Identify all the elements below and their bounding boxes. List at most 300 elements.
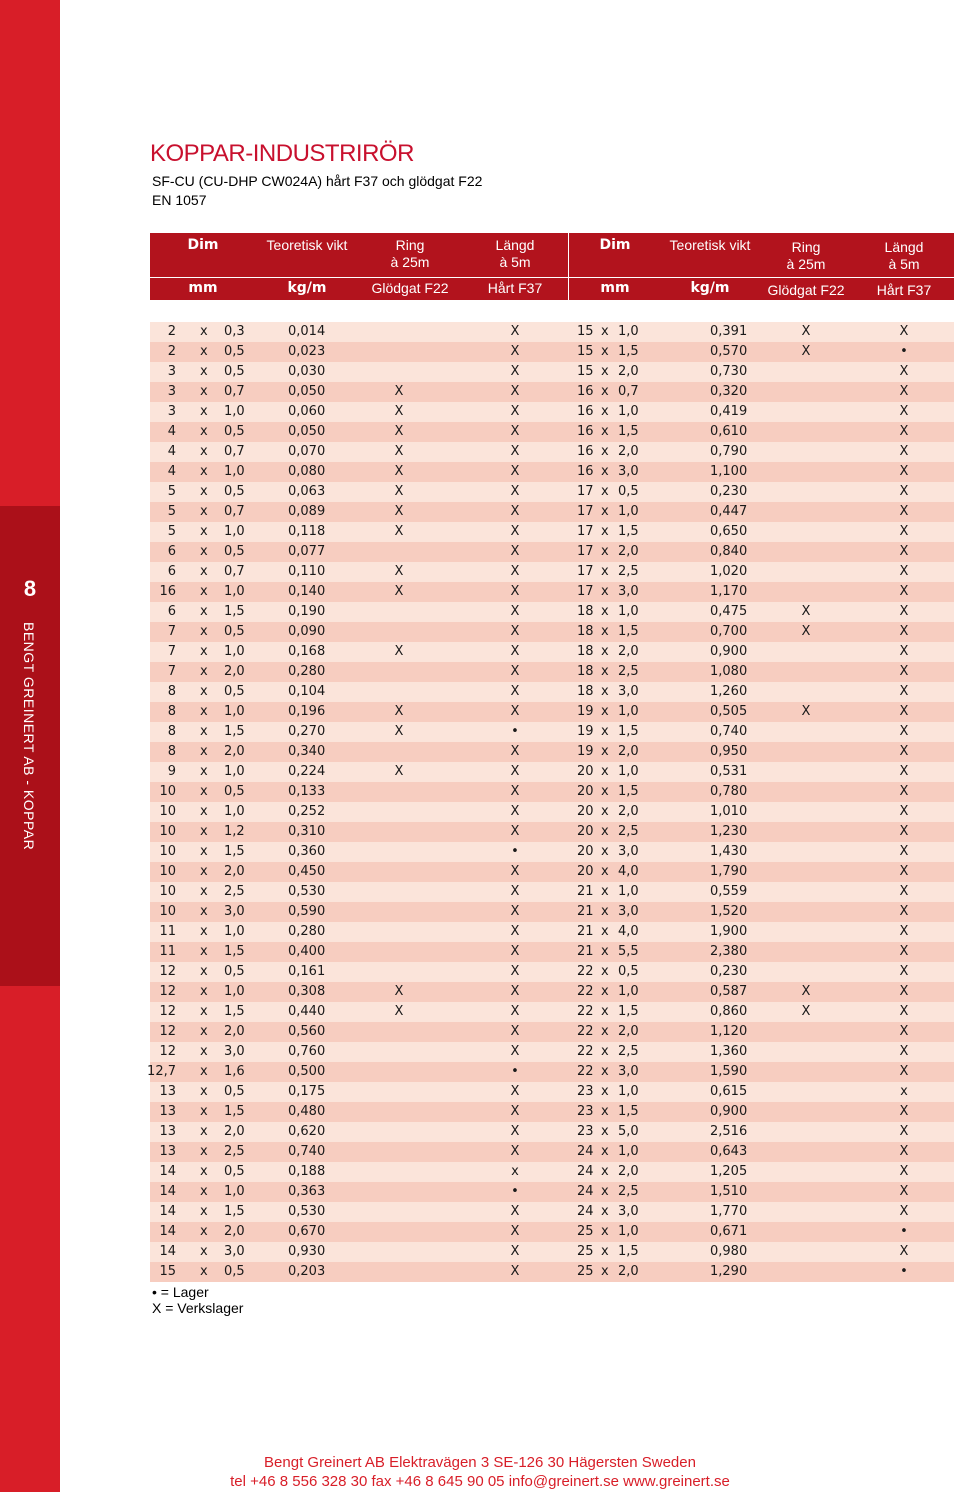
- langd-mark: X: [510, 464, 520, 479]
- weight-2: 1,100: [710, 464, 748, 479]
- dim-wall: 2,0: [224, 1224, 245, 1239]
- weight: 0,280: [288, 664, 326, 679]
- dim-outer: 8: [167, 704, 176, 719]
- langd-mark: X: [510, 744, 520, 759]
- dim-outer-2: 25: [577, 1244, 594, 1259]
- langd-mark: X: [510, 944, 520, 959]
- dim-wall: 0,5: [224, 424, 245, 439]
- dim-outer: 15: [159, 1264, 176, 1279]
- dim-outer-2: 17: [577, 484, 594, 499]
- langd-mark-2: X: [899, 364, 909, 379]
- dim-outer: 16: [159, 584, 176, 599]
- langd-mark: •: [511, 724, 519, 739]
- dim-outer-2: 24: [577, 1204, 594, 1219]
- dim-outer-2: 24: [577, 1184, 594, 1199]
- weight: 0,196: [288, 704, 326, 719]
- dim-outer: 6: [167, 544, 176, 559]
- dim-x-2: x: [601, 324, 609, 339]
- dim-outer-2: 17: [577, 504, 594, 519]
- dim-wall-2: 2,0: [618, 804, 639, 819]
- langd-mark: X: [510, 764, 520, 779]
- langd-mark-2: X: [899, 384, 909, 399]
- dim-wall: 1,2: [224, 824, 245, 839]
- langd-mark: X: [510, 1264, 520, 1279]
- weight-2: 0,615: [710, 1084, 748, 1099]
- dim-outer-2: 20: [577, 864, 594, 879]
- dim-wall-2: 4,0: [618, 924, 639, 939]
- weight: 0,050: [288, 424, 326, 439]
- dim-wall: 2,0: [224, 864, 245, 879]
- dim-x: x: [200, 464, 208, 479]
- dim-x: x: [200, 1204, 208, 1219]
- ring-mark: X: [394, 504, 404, 519]
- table-row: [150, 522, 954, 542]
- langd-mark-2: X: [899, 1044, 909, 1059]
- table-row: [150, 1202, 954, 1222]
- weight-2: 2,380: [710, 944, 748, 959]
- header-dim: Dim: [187, 237, 219, 253]
- dim-outer-2: 18: [577, 604, 594, 619]
- dim-x: x: [200, 404, 208, 419]
- dim-outer: 7: [167, 664, 176, 679]
- dim-x: x: [200, 824, 208, 839]
- weight: 0,023: [288, 344, 326, 359]
- langd-mark: X: [510, 564, 520, 579]
- weight: 0,050: [288, 384, 326, 399]
- dim-wall-2: 1,0: [618, 1084, 639, 1099]
- dim-wall-2: 1,0: [618, 504, 639, 519]
- dim-x: x: [200, 1184, 208, 1199]
- weight: 0,440: [288, 1004, 326, 1019]
- dim-outer: 11: [159, 924, 176, 939]
- table-row: [150, 682, 954, 702]
- dim-x: x: [200, 764, 208, 779]
- product-table: [147, 322, 954, 1282]
- dim-wall: 0,3: [224, 324, 245, 339]
- dim-outer-2: 16: [577, 464, 594, 479]
- dim-wall-2: 3,0: [618, 904, 639, 919]
- langd-mark: X: [510, 1004, 520, 1019]
- dim-outer-2: 18: [577, 624, 594, 639]
- dim-outer-2: 19: [577, 724, 594, 739]
- dim-x-2: x: [601, 964, 609, 979]
- dim-outer: 3: [167, 404, 176, 419]
- dim-x-2: x: [601, 604, 609, 619]
- dim-wall: 1,0: [224, 524, 245, 539]
- dim-x: x: [200, 364, 208, 379]
- langd-mark: X: [510, 1044, 520, 1059]
- table-row: [150, 442, 954, 462]
- dim-x-2: x: [601, 504, 609, 519]
- legend-lager: • = Lager: [152, 1284, 209, 1300]
- weight-2: 1,360: [710, 1044, 748, 1059]
- dim-outer: 10: [159, 804, 176, 819]
- dim-outer-2: 17: [577, 544, 594, 559]
- table-row: [150, 322, 954, 342]
- dim-wall: 0,5: [224, 784, 245, 799]
- dim-outer: 10: [159, 844, 176, 859]
- table-row: [150, 1142, 954, 1162]
- langd-mark-2: X: [899, 984, 909, 999]
- dim-outer: 7: [167, 644, 176, 659]
- dim-x: x: [200, 1064, 208, 1079]
- dim-outer: 9: [167, 764, 176, 779]
- dim-wall: 0,5: [224, 484, 245, 499]
- table-row: [150, 362, 954, 382]
- langd-mark: X: [510, 644, 520, 659]
- weight-2: 1,020: [710, 564, 748, 579]
- chapter-number: 8: [23, 576, 37, 601]
- dim-outer: 8: [167, 744, 176, 759]
- weight-2: 1,510: [710, 1184, 748, 1199]
- weight: 0,560: [288, 1024, 326, 1039]
- dim-wall: 1,5: [224, 844, 245, 859]
- dim-outer: 6: [167, 604, 176, 619]
- langd-mark: X: [510, 804, 520, 819]
- weight: 0,270: [288, 724, 326, 739]
- dim-x: x: [200, 664, 208, 679]
- dim-x: x: [200, 564, 208, 579]
- table-row: [150, 1122, 954, 1142]
- weight: 0,363: [288, 1184, 326, 1199]
- dim-x-2: x: [601, 364, 609, 379]
- langd-mark: X: [510, 604, 520, 619]
- dim-outer: 12: [159, 1004, 176, 1019]
- weight-2: 0,320: [710, 384, 748, 399]
- dim-x: x: [200, 504, 208, 519]
- langd-mark-2: X: [899, 1024, 909, 1039]
- weight-2: 1,260: [710, 684, 748, 699]
- langd-mark: X: [510, 444, 520, 459]
- dim-outer: 3: [167, 364, 176, 379]
- dim-outer: 10: [159, 824, 176, 839]
- langd-mark: X: [510, 584, 520, 599]
- dim-wall-2: 1,5: [618, 784, 639, 799]
- dim-outer-2: 18: [577, 664, 594, 679]
- dim-x: x: [200, 804, 208, 819]
- langd-mark-2: X: [899, 484, 909, 499]
- dim-x-2: x: [601, 1264, 609, 1279]
- header-vikt: Teoretisk vikt: [266, 237, 348, 253]
- dim-outer-2: 18: [577, 644, 594, 659]
- unit-kg: kg/m: [287, 280, 327, 296]
- table-row: [150, 822, 954, 842]
- dim-x-2: x: [601, 744, 609, 759]
- dim-wall: 0,5: [224, 624, 245, 639]
- langd-mark: X: [510, 964, 520, 979]
- dim-outer-2: 23: [577, 1124, 594, 1139]
- dim-outer: 10: [159, 904, 176, 919]
- dim-outer-2: 17: [577, 584, 594, 599]
- ring-mark-2: X: [801, 344, 811, 359]
- dim-x: x: [200, 624, 208, 639]
- weight: 0,310: [288, 824, 326, 839]
- table-row: [150, 982, 954, 1002]
- table-row: [150, 1182, 954, 1202]
- table-row: [150, 582, 954, 602]
- dim-wall: 3,0: [224, 1244, 245, 1259]
- dim-wall-2: 2,0: [618, 444, 639, 459]
- dim-outer: 12,7: [147, 1064, 176, 1079]
- weight-2: 1,900: [710, 924, 748, 939]
- langd-mark: X: [510, 504, 520, 519]
- dim-wall: 1,5: [224, 1004, 245, 1019]
- dim-x: x: [200, 884, 208, 899]
- standard-label: EN 1057: [152, 192, 207, 208]
- dim-wall: 1,0: [224, 404, 245, 419]
- langd-mark: X: [510, 1204, 520, 1219]
- table-row: [150, 1242, 954, 1262]
- dim-outer-2: 21: [577, 924, 594, 939]
- page-subtitle: SF-CU (CU-DHP CW024A) hårt F37 och glödgat F22: [152, 173, 483, 189]
- langd-mark-2: X: [899, 784, 909, 799]
- dim-x-2: x: [601, 804, 609, 819]
- weight-2: 0,230: [710, 484, 748, 499]
- weight: 0,060: [288, 404, 326, 419]
- dim-x-2: x: [601, 704, 609, 719]
- dim-wall: 0,7: [224, 504, 245, 519]
- langd-mark-2: •: [900, 1224, 908, 1239]
- dim-x-2: x: [601, 684, 609, 699]
- dim-x: x: [200, 1084, 208, 1099]
- page-title: KOPPAR-INDUSTRIRÖR: [150, 140, 414, 167]
- dim-x: x: [200, 784, 208, 799]
- table-row: [150, 802, 954, 822]
- header-langd-2: à 5m: [499, 254, 531, 270]
- dim-wall-2: 3,0: [618, 1064, 639, 1079]
- dim-wall: 0,5: [224, 1084, 245, 1099]
- dim-wall: 2,5: [224, 1144, 245, 1159]
- weight: 0,203: [288, 1264, 326, 1279]
- dim-x-2: x: [601, 1044, 609, 1059]
- langd-mark: X: [510, 344, 520, 359]
- dim-outer: 5: [167, 484, 176, 499]
- dim-x: x: [200, 444, 208, 459]
- weight-2: 1,770: [710, 1204, 748, 1219]
- dim-x-2: x: [601, 1064, 609, 1079]
- dim-outer: 4: [167, 464, 176, 479]
- dim-x: x: [200, 1224, 208, 1239]
- dim-x: x: [200, 924, 208, 939]
- table-row: [150, 1082, 954, 1102]
- langd-mark: X: [510, 1244, 520, 1259]
- dim-x: x: [200, 864, 208, 879]
- dim-x-2: x: [601, 864, 609, 879]
- header-ring-2: à 25m: [390, 254, 430, 270]
- dim-x-2: x: [601, 884, 609, 899]
- weight: 0,063: [288, 484, 326, 499]
- table-row: [150, 642, 954, 662]
- dim-wall-2: 2,0: [618, 1164, 639, 1179]
- weight-2: 0,740: [710, 724, 748, 739]
- dim-x-2: x: [601, 624, 609, 639]
- weight-2: 0,587: [710, 984, 748, 999]
- dim-x-2: x: [601, 1024, 609, 1039]
- weight: 0,620: [288, 1124, 326, 1139]
- dim-wall-2: 1,5: [618, 624, 639, 639]
- langd-mark-2: X: [899, 1244, 909, 1259]
- dim-wall-2: 1,5: [618, 344, 639, 359]
- dim-x: x: [200, 1024, 208, 1039]
- dim-x: x: [200, 1244, 208, 1259]
- table-row: [150, 842, 954, 862]
- dim-x-2: x: [601, 724, 609, 739]
- unit-mm: mm: [188, 280, 218, 296]
- dim-x: x: [200, 604, 208, 619]
- dim-x: x: [200, 544, 208, 559]
- langd-mark: x: [511, 1164, 519, 1179]
- table-row: [150, 882, 954, 902]
- dim-outer-2: 15: [577, 344, 594, 359]
- dim-wall: 1,5: [224, 1104, 245, 1119]
- table-row: [150, 1022, 954, 1042]
- dim-wall: 1,0: [224, 704, 245, 719]
- dim-wall-2: 1,0: [618, 984, 639, 999]
- dim-outer-2: 19: [577, 744, 594, 759]
- dim-wall-2: 2,0: [618, 744, 639, 759]
- header-vikt-2: Teoretisk vikt: [669, 237, 751, 253]
- dim-x: x: [200, 1164, 208, 1179]
- dim-x: x: [200, 1004, 208, 1019]
- ring-mark: X: [394, 424, 404, 439]
- langd-mark-2: X: [899, 1164, 909, 1179]
- langd-mark-2: X: [899, 1004, 909, 1019]
- dim-outer: 13: [159, 1144, 176, 1159]
- dim-wall-2: 2,0: [618, 544, 639, 559]
- dim-x-2: x: [601, 844, 609, 859]
- dim-wall-2: 2,0: [618, 364, 639, 379]
- dim-outer: 10: [159, 884, 176, 899]
- weight: 0,140: [288, 584, 326, 599]
- weight-2: 0,643: [710, 1144, 748, 1159]
- dim-outer-2: 21: [577, 884, 594, 899]
- dim-wall-2: 1,5: [618, 1244, 639, 1259]
- table-row: [147, 1062, 954, 1082]
- weight: 0,118: [288, 524, 326, 539]
- langd-mark-2: X: [899, 904, 909, 919]
- ring-mark: X: [394, 724, 404, 739]
- dim-wall: 3,0: [224, 904, 245, 919]
- langd-mark-2: X: [899, 664, 909, 679]
- dim-outer-2: 17: [577, 564, 594, 579]
- table-header: [150, 233, 954, 300]
- weight: 0,090: [288, 624, 326, 639]
- langd-mark-2: X: [899, 704, 909, 719]
- table-row: [150, 462, 954, 482]
- dim-x: x: [200, 1264, 208, 1279]
- dim-outer-2: 25: [577, 1224, 594, 1239]
- dim-wall: 0,5: [224, 364, 245, 379]
- langd-mark-2: •: [900, 1264, 908, 1279]
- table-row: [150, 342, 954, 362]
- dim-outer-2: 19: [577, 704, 594, 719]
- header-divider: [150, 277, 954, 278]
- weight-2: 1,230: [710, 824, 748, 839]
- table-row: [150, 702, 954, 722]
- langd-mark-2: X: [899, 1124, 909, 1139]
- dim-outer-2: 20: [577, 764, 594, 779]
- ring-mark: X: [394, 524, 404, 539]
- dim-outer: 12: [159, 964, 176, 979]
- ring-mark: X: [394, 764, 404, 779]
- dim-x-2: x: [601, 824, 609, 839]
- weight: 0,760: [288, 1044, 326, 1059]
- langd-mark-2: X: [899, 764, 909, 779]
- weight: 0,070: [288, 444, 326, 459]
- weight: 0,077: [288, 544, 326, 559]
- dim-x: x: [200, 944, 208, 959]
- table-row: [150, 1102, 954, 1122]
- ring-mark: X: [394, 704, 404, 719]
- weight: 0,252: [288, 804, 326, 819]
- dim-wall-2: 1,5: [618, 724, 639, 739]
- weight-2: 1,790: [710, 864, 748, 879]
- langd-mark-2: X: [899, 1144, 909, 1159]
- langd-mark: X: [510, 684, 520, 699]
- dim-outer: 2: [167, 344, 176, 359]
- langd-mark-2: X: [899, 1104, 909, 1119]
- weight: 0,530: [288, 884, 326, 899]
- dim-wall-2: 1,0: [618, 704, 639, 719]
- dim-wall: 1,0: [224, 1184, 245, 1199]
- ring-mark-2: X: [801, 604, 811, 619]
- langd-mark-2: •: [900, 344, 908, 359]
- dim-wall: 1,0: [224, 764, 245, 779]
- weight: 0,089: [288, 504, 326, 519]
- langd-mark-2: x: [900, 1084, 908, 1099]
- weight: 0,014: [288, 324, 326, 339]
- langd-mark: X: [510, 1024, 520, 1039]
- dim-wall-2: 1,5: [618, 424, 639, 439]
- table-row: [150, 422, 954, 442]
- weight-2: 0,700: [710, 624, 748, 639]
- weight: 0,740: [288, 1144, 326, 1159]
- weight-2: 1,080: [710, 664, 748, 679]
- langd-mark-2: X: [899, 584, 909, 599]
- table-row: [150, 602, 954, 622]
- langd-mark: •: [511, 1064, 519, 1079]
- dim-x-2: x: [601, 1164, 609, 1179]
- langd-mark-2: X: [899, 564, 909, 579]
- langd-mark: X: [510, 664, 520, 679]
- ring-mark-2: X: [801, 1004, 811, 1019]
- dim-x: x: [200, 524, 208, 539]
- dim-wall-2: 1,0: [618, 404, 639, 419]
- unit-ring-2: Glödgat F22: [767, 282, 845, 298]
- table-row: [150, 1002, 954, 1022]
- dim-wall-2: 1,0: [618, 1224, 639, 1239]
- dim-x-2: x: [601, 1104, 609, 1119]
- dim-wall: 1,0: [224, 984, 245, 999]
- ring-mark: X: [394, 644, 404, 659]
- dim-wall: 2,0: [224, 664, 245, 679]
- dim-wall: 2,0: [224, 744, 245, 759]
- dim-x-2: x: [601, 904, 609, 919]
- dim-outer-2: 22: [577, 1044, 594, 1059]
- footer-contact: tel +46 8 556 328 30 fax +46 8 645 90 05 info@greinert.se www.greinert.se: [230, 1473, 730, 1490]
- dim-wall-2: 1,0: [618, 324, 639, 339]
- dim-outer-2: 16: [577, 444, 594, 459]
- dim-wall: 1,5: [224, 604, 245, 619]
- dim-x-2: x: [601, 764, 609, 779]
- langd-mark-2: X: [899, 924, 909, 939]
- dim-wall-2: 3,0: [618, 584, 639, 599]
- dim-wall-2: 0,5: [618, 964, 639, 979]
- dim-outer-2: 22: [577, 964, 594, 979]
- table-row: [150, 542, 954, 562]
- dim-wall: 0,5: [224, 1264, 245, 1279]
- dim-wall: 1,0: [224, 644, 245, 659]
